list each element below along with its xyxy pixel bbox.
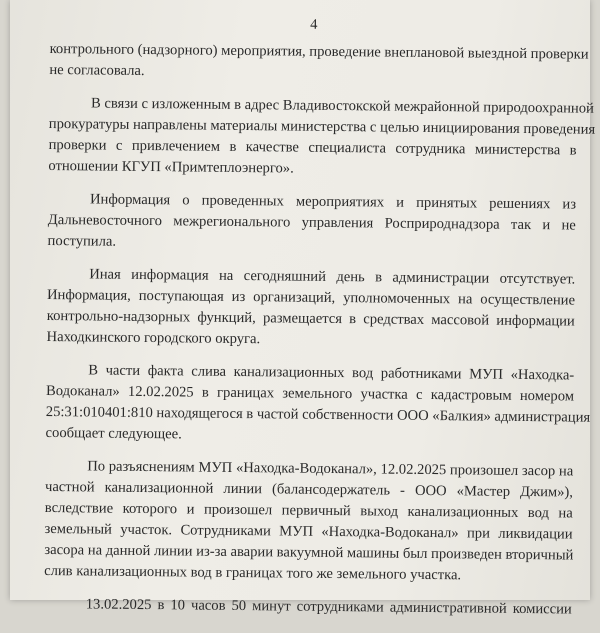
text-line: Находкинского городского округа. (46, 328, 261, 348)
paragraph (44, 594, 572, 621)
text-line: 13.02.2025 в 10 часов 50 минут сотрудниками административной комиссии (85, 596, 572, 618)
text-line: Дальневосточного межрегионального управления Росприроднадзора так и не (47, 211, 576, 234)
document-body (44, 12, 596, 632)
paragraph (49, 39, 589, 87)
paragraph (45, 360, 591, 450)
text-line: По разъяснениям МУП «Находка-Водоканал», 12.02.2025 произошел засор на (87, 458, 574, 480)
text-line: контрольно-надзорных функций, размещается в средствах массовой информации (46, 307, 575, 330)
paragraph (48, 93, 596, 183)
paragraph (47, 189, 576, 258)
text-line: не согласовала. (49, 61, 145, 79)
text-line: сообщает следующее. (45, 424, 182, 443)
text-line: В части факта слива канализационных вод работниками МУП «Находка- (88, 362, 575, 384)
page-number: 4 (310, 16, 318, 33)
text-line: частной канализационной линии (балансодержатель - ООО «Мастер Джим»), (44, 478, 574, 501)
text-line: прокуратуры направлены материалы министерства с целью инициирования проведения (48, 115, 596, 138)
text-line: поступила. (47, 232, 117, 250)
text-line: вследствие которого и произошел первичный выход канализационных вод на (44, 499, 573, 522)
text-line: Информация, поступающая из организаций, уполномоченных на осуществление (46, 286, 576, 309)
paragraph (46, 264, 575, 354)
text-line: засора на данной линии из-за аварии вакуумной машины был произведен вторичный (44, 541, 574, 564)
text-line: отношении КГУП «Примтеплоэнерго». (48, 157, 294, 177)
text-line: Информация о проведенных мероприятиях и принятых решениях из (89, 191, 577, 213)
text-line: проверки с привлечением в качестве специалиста сотрудника министерства в (48, 136, 577, 159)
text-line: Иная информация на сегодняшний день в администрации отсутствует. (89, 266, 576, 288)
document-page (10, 0, 596, 618)
text-line: 25:31:010401:810 находящегося в частой собственности ООО «Балкия» администрация (45, 403, 591, 426)
text-line: Водоканал» 12.02.2025 в границах земельного участка с кадастровым номером (45, 382, 575, 405)
text-line: В связи с изложенным в адрес Владивостокской межрайонной природоохранной (90, 95, 594, 117)
text-line: слив канализационных вод в границах того же земельного участка. (44, 562, 462, 584)
text-line: земельный участок. Сотрудниками МУП «Находка-Водоканал» при ликвидации (44, 520, 573, 543)
text-line: контрольного (надзорного) мероприятия, проведение внеплановой выездной проверки (49, 40, 589, 63)
paragraph (44, 456, 573, 588)
